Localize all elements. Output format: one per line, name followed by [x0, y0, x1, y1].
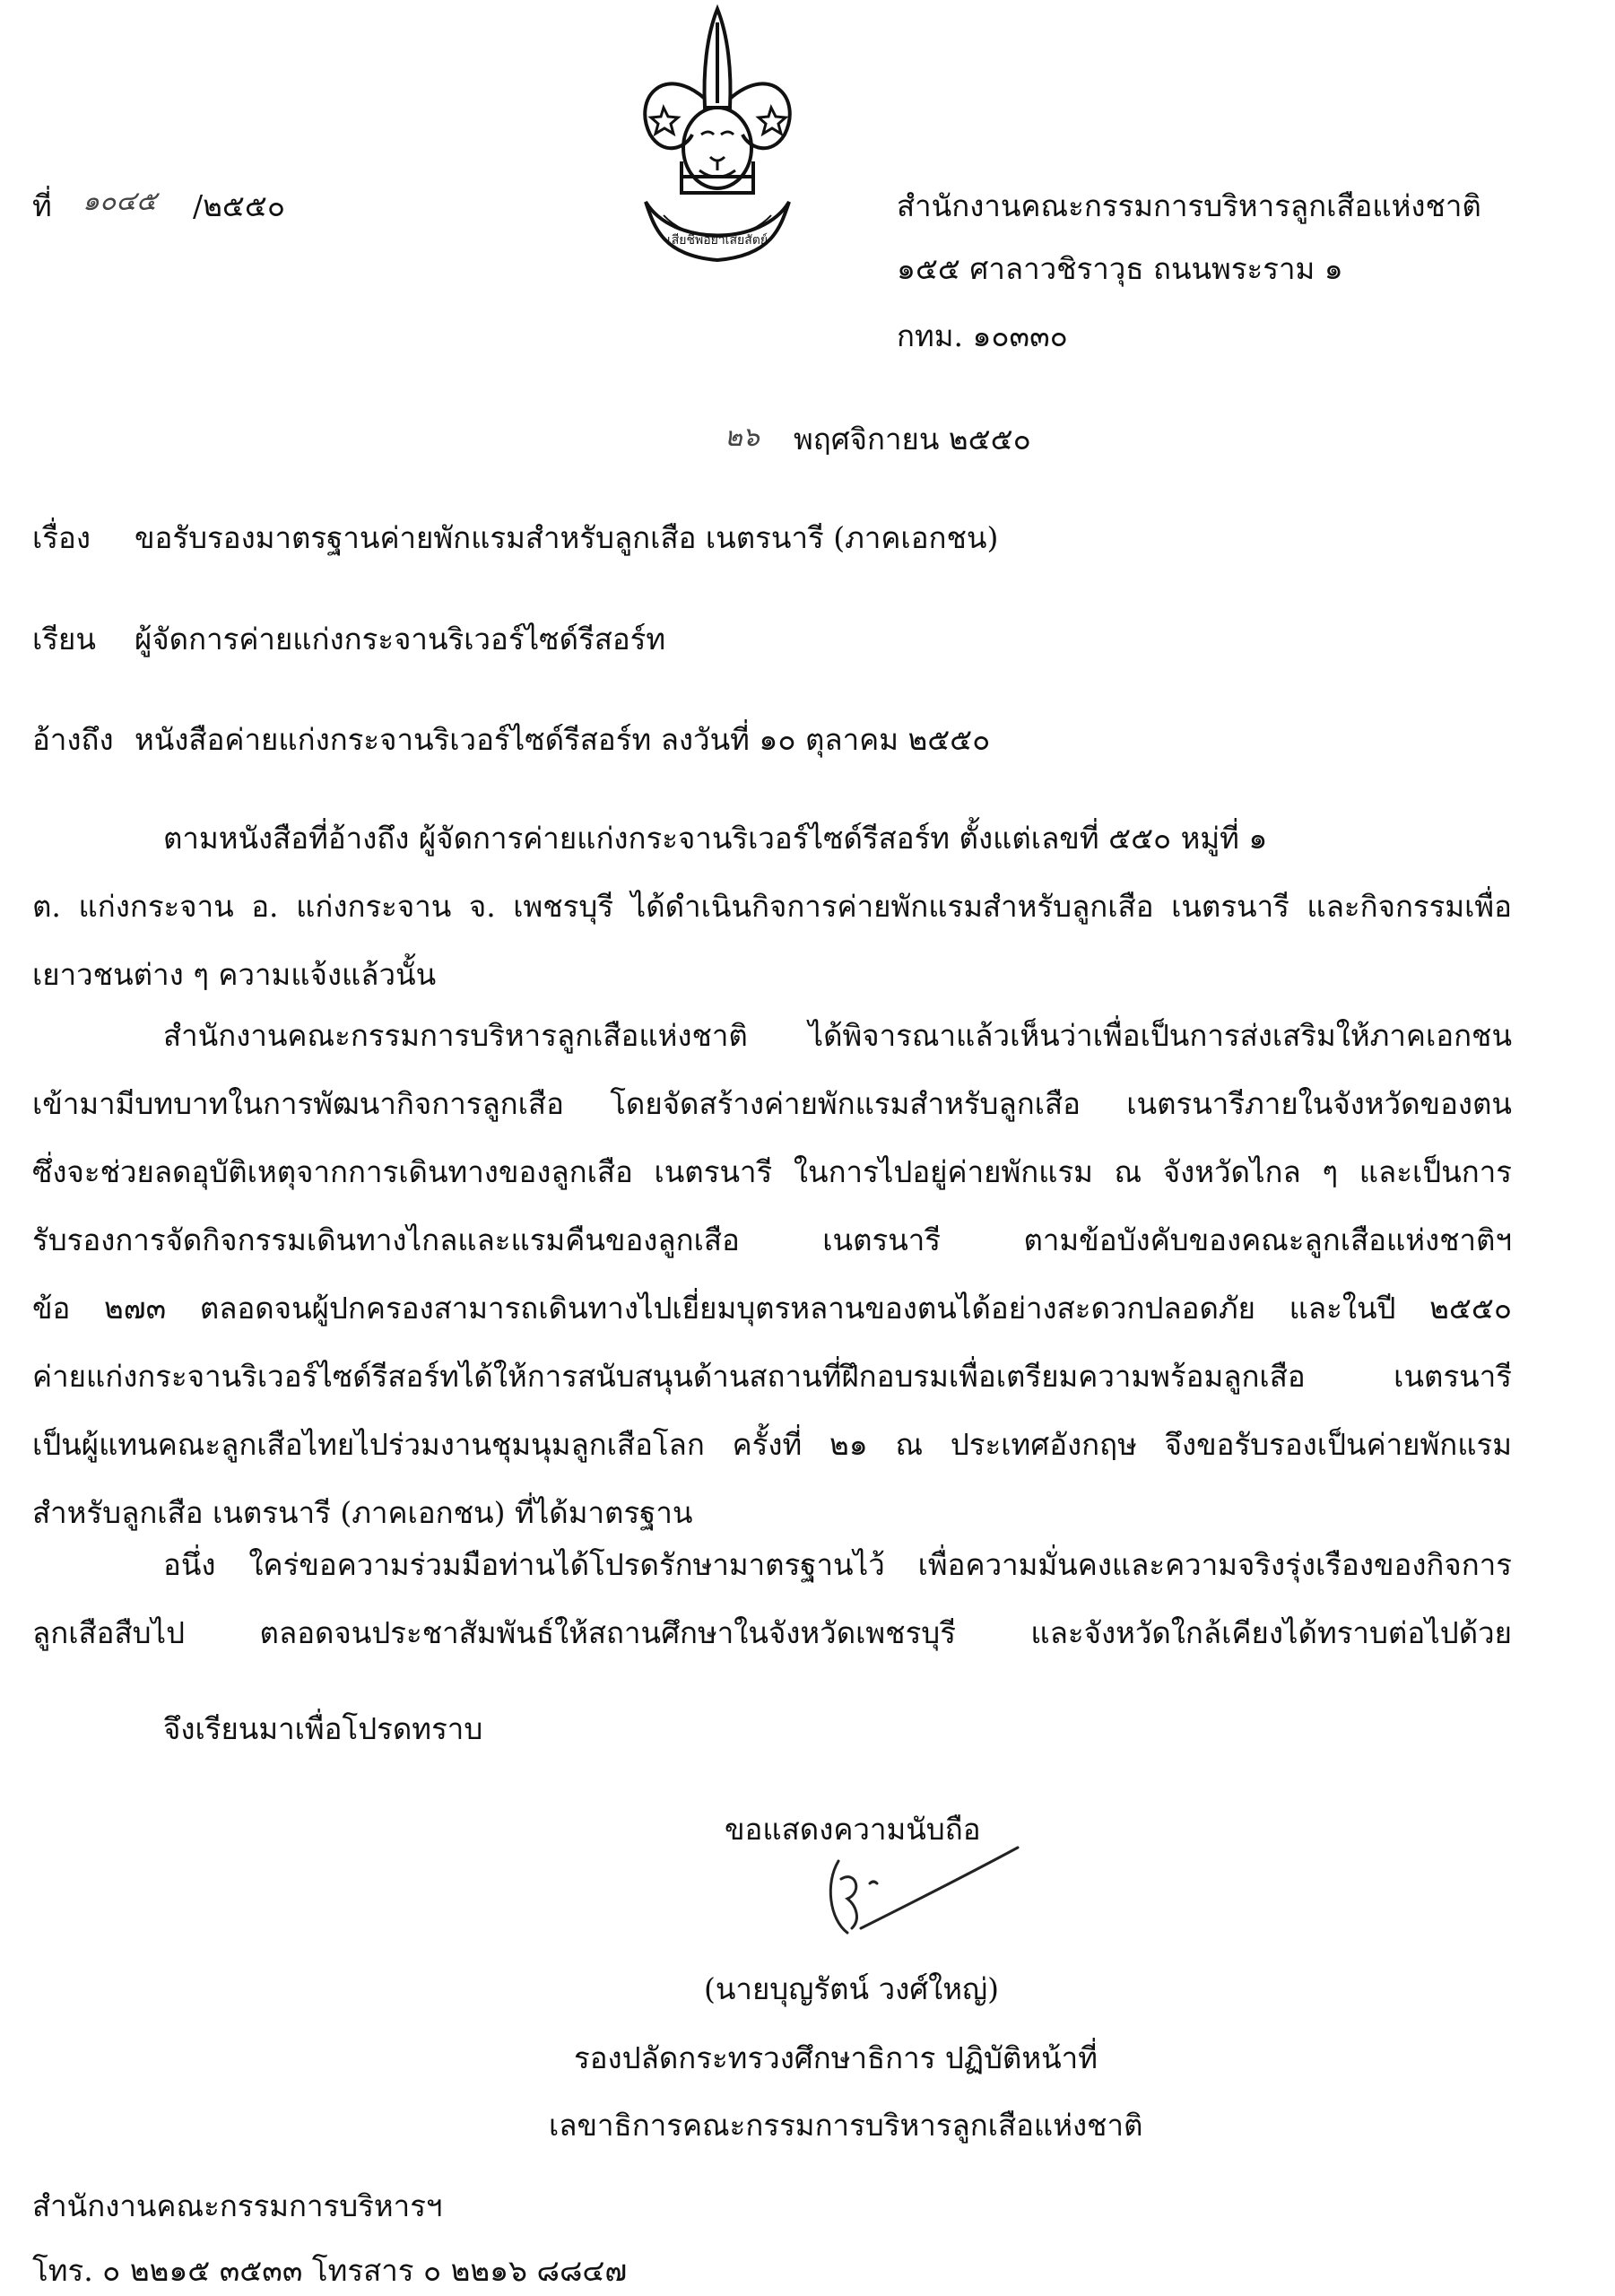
body-line: ต. แก่งกระจาน อ. แก่งกระจาน จ. เพชรบุรี ได้ดำเนินกิจการค่ายพักแรมสำหรับลูกเสือ เนตรนารี และกิจกรรมเพื่อ	[32, 889, 1512, 924]
body-line: สำนักงานคณะกรรมการบริหารลูกเสือแห่งชาติ ได้พิจารณาแล้วเห็นว่าเพื่อเป็นการส่งเสริมให้ภาคเอกชน	[163, 1018, 1512, 1053]
svg-text:เสียชีพอย่าเสียสัตย์: เสียชีพอย่าเสียสัตย์	[666, 233, 768, 248]
body-line: สำหรับลูกเสือ เนตรนารี (ภาคเอกชน) ที่ได้มาตรฐาน	[32, 1495, 693, 1530]
body-line: ข้อ ๒๗๓ ตลอดจนผู้ปกครองสามารถเดินทางไปเยี่ยมบุตรหลานของตนได้อย่างสะดวกปลอดภัย และในปี ๒๕๕๐	[32, 1291, 1512, 1326]
ref-number-handwritten: ๑๐๔๕	[82, 186, 157, 217]
body-line: เข้ามามีบทบาทในการพัฒนากิจการลูกเสือ โดยจัดสร้างค่ายพักแรมสำหรับลูกเสือ เนตรนารีภายในจังหวัดของตน	[32, 1086, 1512, 1121]
signer-name: (นายบุญรัตน์ วงศ์ใหญ่)	[704, 1971, 1000, 2006]
body-line: อนึ่ง ใคร่ขอความร่วมมือท่านได้โปรดรักษามาตรฐานไว้ เพื่อความมั่นคงและความจริงรุ่งเรืองของกิจการ	[163, 1547, 1512, 1582]
reference-text: หนังสือค่ายแก่งกระจานริเวอร์ไซด์รีสอร์ท ลงวันที่ ๑๐ ตุลาคม ๒๕๕๐	[135, 722, 991, 757]
body-line: รับรองการจัดกิจกรรมเดินทางไกลและแรมคืนของลูกเสือ เนตรนารี ตามข้อบังคับของคณะลูกเสือแห่งชาติฯ	[32, 1222, 1512, 1257]
ref-year: /๒๕๕๐	[193, 188, 285, 223]
subject-text: ขอรับรองมาตรฐานค่ายพักแรมสำหรับลูกเสือ เนตรนารี (ภาคเอกชน)	[135, 520, 999, 555]
date-day-handwritten: ๒๖	[725, 422, 760, 453]
scout-emblem-icon	[628, 0, 807, 278]
subject-label: เรื่อง	[32, 520, 91, 555]
signer-title-line2: เลขาธิการคณะกรรมการบริหารลูกเสือแห่งชาติ	[549, 2108, 1143, 2143]
body-paragraph-2	[32, 1018, 1512, 1563]
body-line: ลูกเสือสืบไป ตลอดจนประชาสัมพันธ์ให้สถานศึกษาในจังหวัดเพชรบุรี และจังหวัดใกล้เคียงได้ทราบต่อไปด้วย	[32, 1615, 1512, 1650]
salutation: ขอแสดงความนับถือ	[725, 1812, 981, 1847]
body-line: เยาวชนต่าง ๆ ความแจ้งแล้วนั้น	[32, 957, 437, 992]
recipient-text: ผู้จัดการค่ายแก่งกระจานริเวอร์ไซด์รีสอร์ท	[135, 622, 666, 657]
body-line: เป็นผู้แทนคณะลูกเสือไทยไปร่วมงานชุมนุมลูกเสือโลก ครั้งที่ ๒๑ ณ ประเทศอังกฤษ จึงขอรับรองเป็นค่ายพักแรม	[32, 1427, 1512, 1462]
address-line: ๑๕๕ ศาลาวชิราวุธ ถนนพระราม ๑	[897, 251, 1343, 286]
body-line: ตามหนังสือที่อ้างถึง ผู้จัดการค่ายแก่งกระจานริเวอร์ไซด์รีสอร์ท ตั้งแต่เลขที่ ๕๕๐ หมู่ที่ ๑	[163, 821, 1268, 856]
date-text: พฤศจิกายน ๒๕๕๐	[794, 422, 1031, 457]
body-line: ค่ายแก่งกระจานริเวอร์ไซด์รีสอร์ทได้ให้การสนับสนุนด้านสถานที่ฝึกอบรมเพื่อเตรียมความพร้อมลูกเสือ เนตรนารี	[32, 1359, 1512, 1394]
body-paragraph-1	[32, 821, 1512, 1025]
body-paragraph-3	[32, 1547, 1512, 1683]
handwritten-signature	[807, 1843, 1022, 1951]
signer-title-line1: รองปลัดกระทรวงศึกษาธิการ ปฏิบัติหน้าที่	[574, 2040, 1098, 2075]
footer-office: สำนักงานคณะกรรมการบริหารฯ	[32, 2188, 443, 2223]
footer-contact: โทร. ๐ ๒๒๑๕ ๓๕๓๓ โทรสาร ๐ ๒๒๑๖ ๘๘๔๗	[32, 2253, 628, 2288]
body-line: ซึ่งจะช่วยลดอุบัติเหตุจากการเดินทางของลูกเสือ เนตรนารี ในการไปอยู่ค่ายพักแรม ณ จังหวัดไกล ๆ และเป็นการ	[32, 1154, 1512, 1189]
city-line: กทม. ๑๐๓๓๐	[897, 318, 1068, 353]
closing-request: จึงเรียนมาเพื่อโปรดทราบ	[163, 1711, 483, 1746]
recipient-label: เรียน	[32, 622, 96, 657]
reference-label: อ้างถึง	[32, 722, 114, 757]
org-name: สำนักงานคณะกรรมการบริหารลูกเสือแห่งชาติ	[897, 188, 1481, 223]
ref-prefix: ที่	[32, 188, 52, 223]
